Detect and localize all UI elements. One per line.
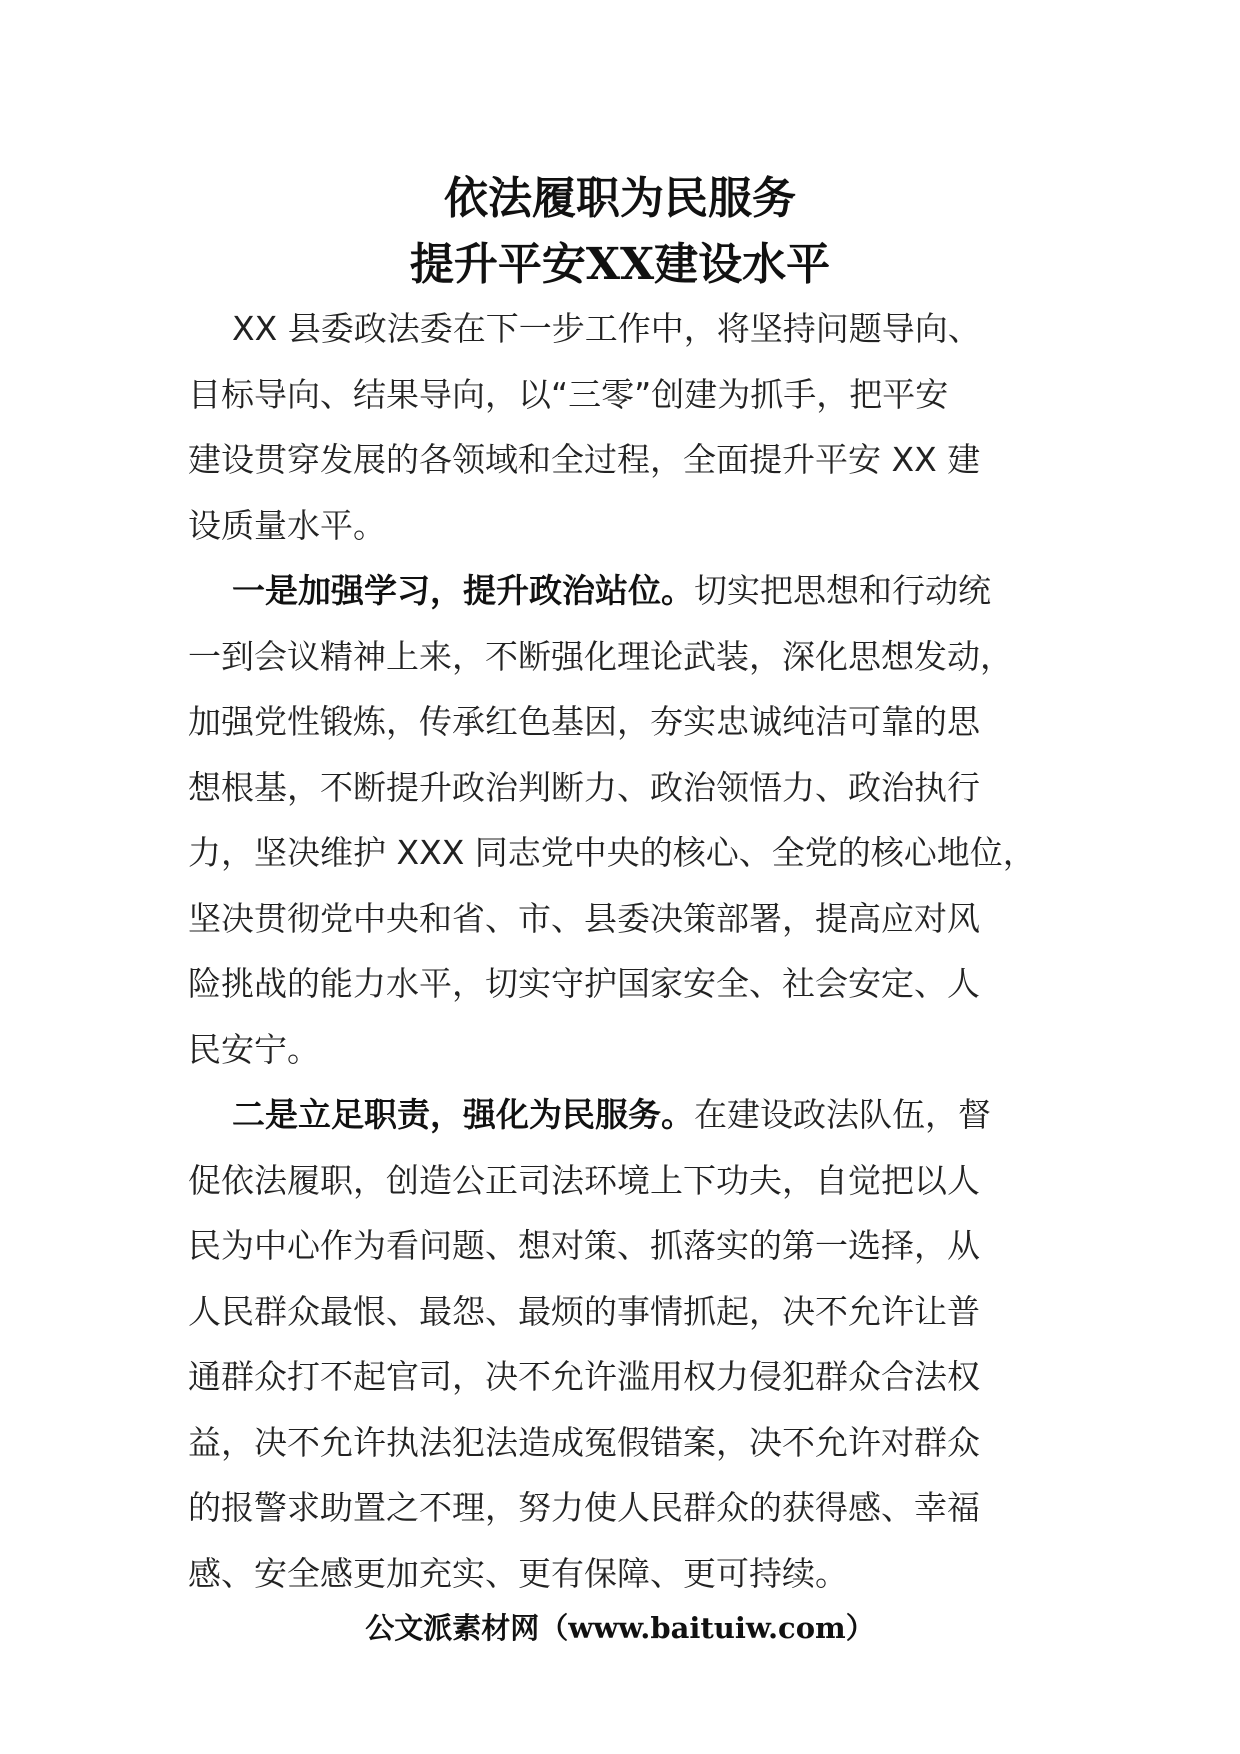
paragraph-line xyxy=(188,558,1088,624)
paragraph-line: 设质量水平。 xyxy=(188,505,386,545)
paragraph-line: 民为中心作为看问题、想对策、抓落实的第一选择，从 xyxy=(188,1226,980,1265)
paragraph-line: 一到会议精神上来，不断强化理论武装，深化思想发动， xyxy=(188,636,1013,676)
paragraph-line: 感、安全感更加充实、更有保障、更可持续。 xyxy=(188,1553,848,1593)
paragraph-study xyxy=(188,558,1088,1082)
paragraph-line: 建设贯穿发展的各领域和全过程，全面提升平安 XX 建 xyxy=(188,440,981,479)
paragraph-line: 人民群众最恨、最怨、最烦的事情抓起，决不允许让普 xyxy=(188,1291,980,1331)
footer-source: 公文派素材网（www.baituiw.com） xyxy=(365,1611,875,1645)
title-line-2: 提升平安XX建设水平 xyxy=(409,239,831,290)
paragraph-lead-heading: 二是立足职责，强化为民服务。 xyxy=(232,1095,694,1134)
paragraph-line: 促依法履职，创造公正司法环境上下功夫，自觉把以人 xyxy=(188,1160,980,1200)
document-body xyxy=(188,296,1088,1606)
paragraph-line: 坚决贯彻党中央和省、市、县委决策部署，提高应对风 xyxy=(188,898,980,938)
paragraph-line: 力，坚决维护 XXX 同志党中央的核心、全党的核心地位， xyxy=(188,833,1036,872)
paragraph-line: 险挑战的能力水平，切实守护国家安全、社会安定、人 xyxy=(188,964,980,1003)
paragraph-line: 通群众打不起官司，决不允许滥用权力侵犯群众合法权 xyxy=(188,1357,980,1396)
paragraph-line: 目标导向、结果导向，以“三零”创建为抓手，把平安 xyxy=(188,374,949,414)
title-line-1: 依法履职为民服务 xyxy=(444,173,796,224)
paragraph-line: 想根基，不断提升政治判断力、政治领悟力、政治执行 xyxy=(188,767,980,807)
paragraph-line: XX 县委政法委在下一步工作中，将坚持问题导向、 xyxy=(232,309,981,348)
paragraph-line: 的报警求助置之不理，努力使人民群众的获得感、幸福 xyxy=(188,1488,980,1527)
paragraph-line: 加强党性锻炼，传承红色基因，夯实忠诚纯洁可靠的思 xyxy=(188,702,980,741)
paragraph-line: 益，决不允许执法犯法造成冤假错案，决不允许对群众 xyxy=(188,1422,980,1462)
paragraph-line xyxy=(188,1082,1088,1148)
paragraph-lead-heading: 一是加强学习，提升政治站位。 xyxy=(232,571,694,610)
paragraph-line-rest: 在建设政法队伍，督 xyxy=(694,1095,991,1134)
paragraph-intro xyxy=(188,296,1088,558)
paragraph-line: 民安宁。 xyxy=(188,1029,320,1069)
paragraph-line-rest: 切实把思想和行动统 xyxy=(694,571,991,610)
document-title xyxy=(0,166,1240,298)
paragraph-service xyxy=(188,1082,1088,1606)
